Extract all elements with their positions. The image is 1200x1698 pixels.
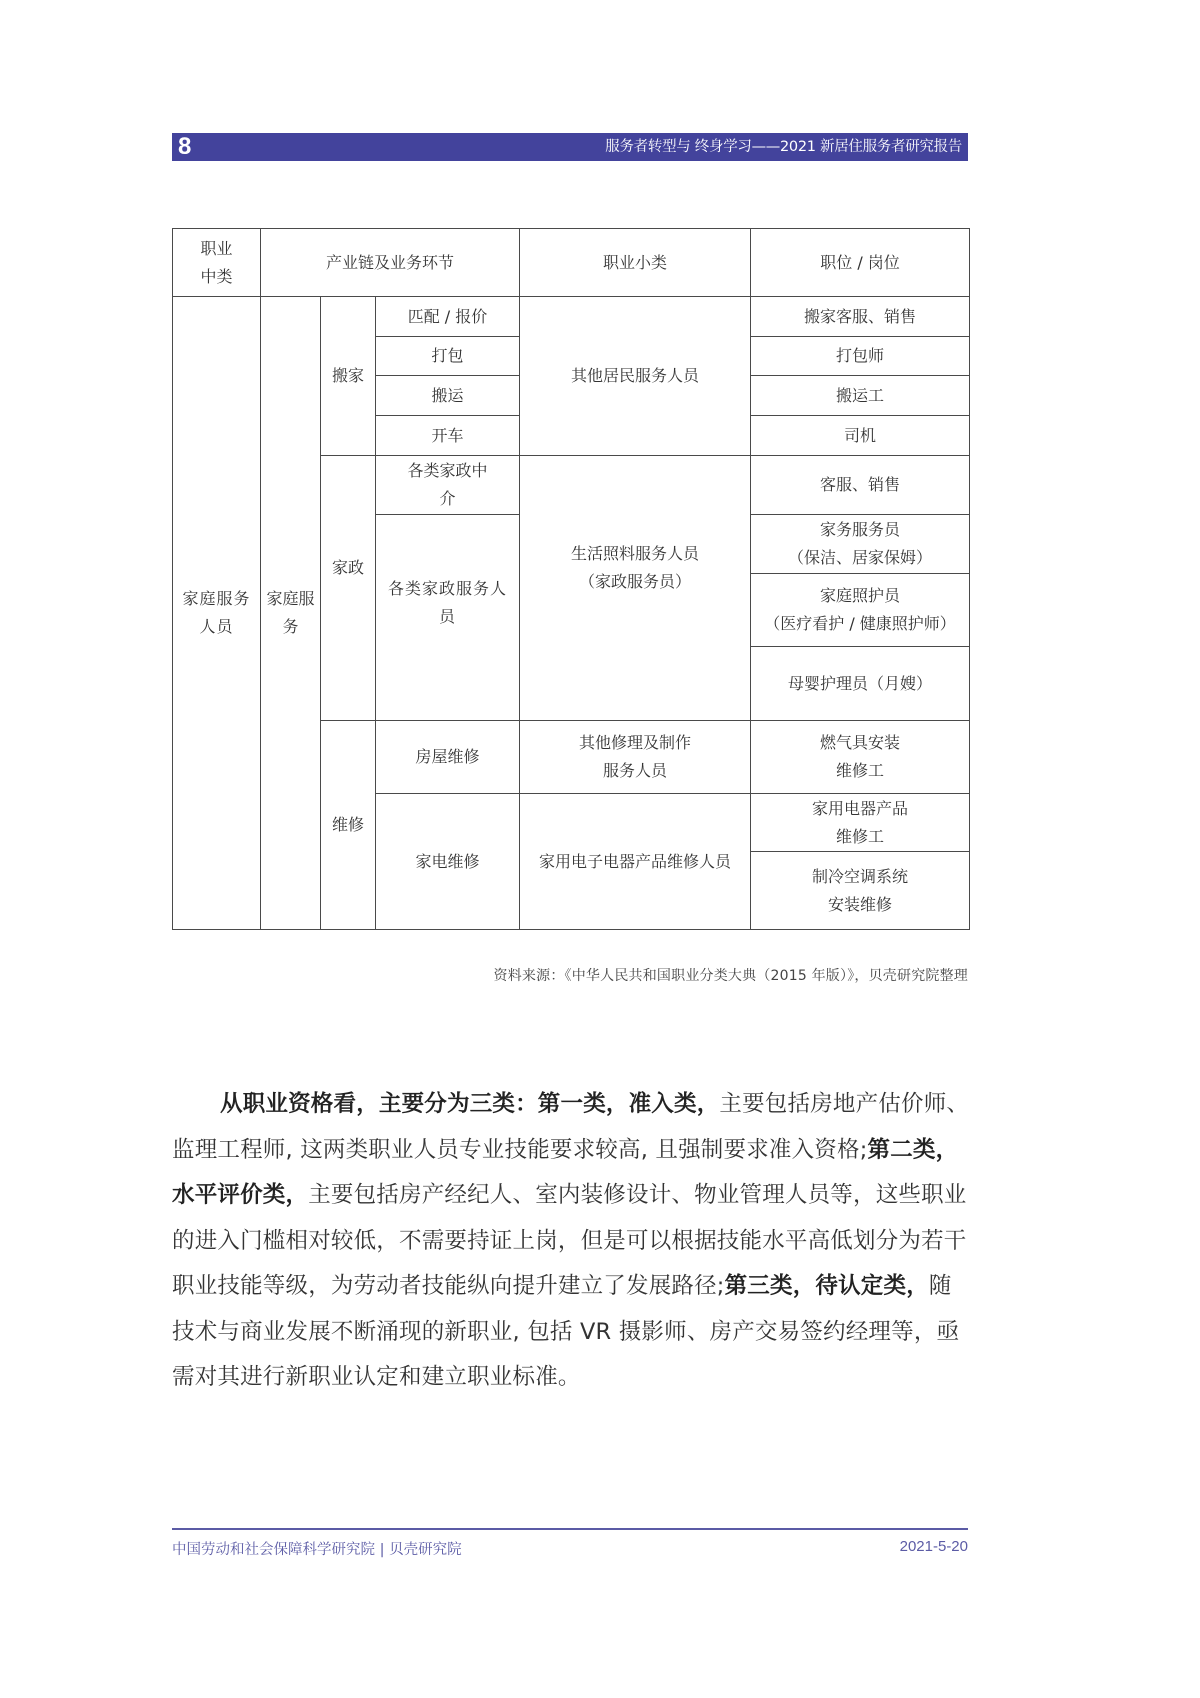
sub-category-cell: 其他修理及制作 服务人员 bbox=[520, 721, 751, 794]
position-cell: 家务服务员 （保洁、居家保姆） bbox=[751, 515, 970, 574]
sub-category-cell: 其他居民服务人员 bbox=[520, 297, 751, 456]
page-number: 8 bbox=[178, 133, 192, 160]
step-cell: 房屋维修 bbox=[376, 721, 520, 794]
header-bar bbox=[172, 133, 968, 161]
header-sub-category: 职业小类 bbox=[520, 229, 751, 297]
header-mid-category: 职业 中类 bbox=[173, 229, 261, 297]
group-repair: 维修 bbox=[321, 721, 376, 930]
footer-institutions: 中国劳动和社会保障科学研究院 | 贝壳研究院 bbox=[172, 1542, 462, 1558]
report-title: 服务者转型与 终身学习——2021 新居住服务者研究报告 bbox=[605, 139, 962, 155]
bold-phrase: 第二类，水平评价类， bbox=[172, 1136, 959, 1208]
position-cell: 母婴护理员（月嫂） bbox=[751, 647, 970, 721]
position-cell: 客服、销售 bbox=[751, 456, 970, 515]
table-header-row bbox=[173, 229, 970, 297]
group-moving: 搬家 bbox=[321, 297, 376, 456]
position-cell: 燃气具安装 维修工 bbox=[751, 721, 970, 794]
step-cell: 家电维修 bbox=[376, 794, 520, 930]
position-cell: 司机 bbox=[751, 416, 970, 456]
position-cell: 制冷空调系统 安装维修 bbox=[751, 852, 970, 930]
group-housekeeping: 家政 bbox=[321, 456, 376, 721]
position-cell: 家庭照护员 （医疗看护 / 健康照护师） bbox=[751, 574, 970, 647]
step-cell: 各类家政中介 bbox=[376, 456, 520, 515]
step-cell: 开车 bbox=[376, 416, 520, 456]
footer-divider bbox=[172, 1528, 968, 1530]
step-cell: 搬运 bbox=[376, 376, 520, 416]
position-cell: 家用电器产品 维修工 bbox=[751, 794, 970, 852]
header-chain: 产业链及业务环节 bbox=[261, 229, 520, 297]
bold-phrase: 从职业资格看，主要分为三类：第一类，准入类， bbox=[220, 1091, 720, 1117]
step-cell: 各类家政服务人员 bbox=[376, 515, 520, 721]
position-cell: 搬运工 bbox=[751, 376, 970, 416]
sub-category-cell: 生活照料服务人员 （家政服务员） bbox=[520, 456, 751, 721]
step-cell: 打包 bbox=[376, 337, 520, 376]
header-position: 职位 / 岗位 bbox=[751, 229, 970, 297]
bold-phrase: 第三类，待认定类， bbox=[724, 1273, 929, 1299]
source-note: 资料来源：《中华人民共和国职业分类大典（2015 年版）》，贝壳研究院整理 bbox=[493, 968, 968, 984]
step-cell: 匹配 / 报价 bbox=[376, 297, 520, 337]
table-row bbox=[173, 297, 970, 337]
occupation-table bbox=[172, 228, 970, 930]
industry-cell: 家庭服务 bbox=[261, 297, 321, 930]
sub-category-cell: 家用电子电器产品维修人员 bbox=[520, 794, 751, 930]
body-paragraph: 从职业资格看，主要分为三类：第一类，准入类，主要包括房地产估价师、监理工程师, 这两类职业人员专业技能要求较高, 且强制要求准入资格;第二类，水平评价类，主要包括房产经纪人、室内装修设计、物业管理人员等，这些职业的进入门槛相对较低，不需要持证上岗，但是可以根据技能水平高低划分为若干职业技能等级，为劳动者技能纵向提升建立了发展路径;第三类，待认定类，随技术与商业发展不断涌现的新职业, 包括 VR 摄影师、房产交易签约经理等，亟需对其进行新职业认定和建立职业标准。 bbox=[172, 1091, 970, 1390]
position-cell: 打包师 bbox=[751, 337, 970, 376]
position-cell: 搬家客服、销售 bbox=[751, 297, 970, 337]
footer-date: 2021-5-20 bbox=[899, 1538, 968, 1555]
mid-category-cell: 家庭服务人员 bbox=[173, 297, 261, 930]
